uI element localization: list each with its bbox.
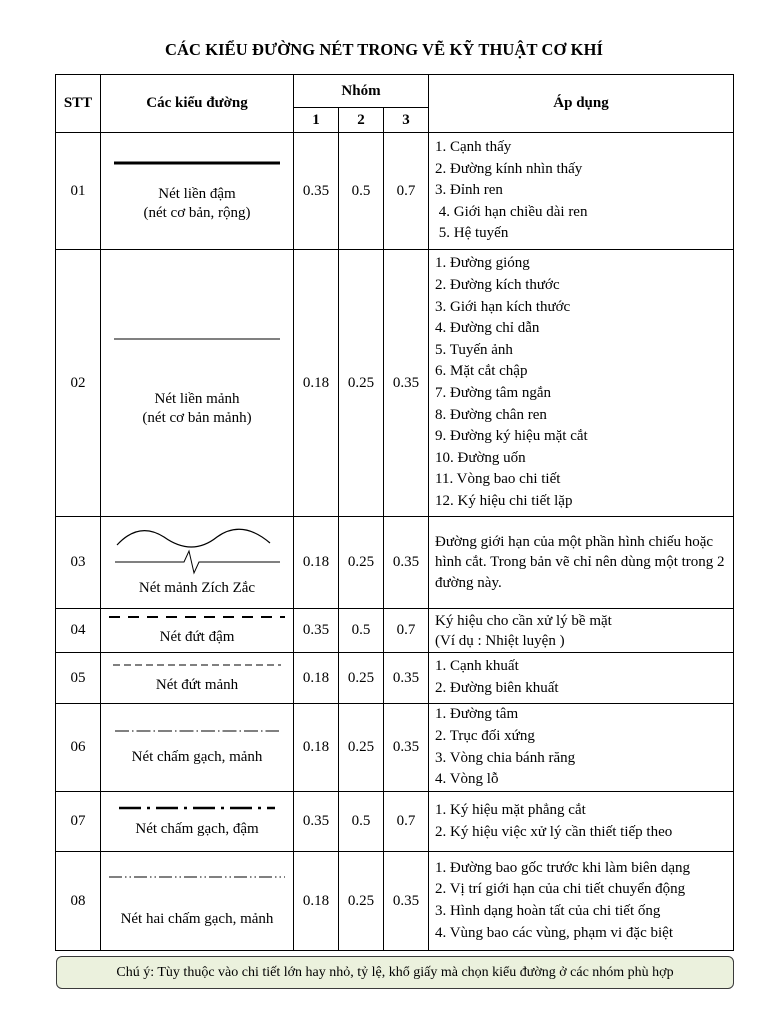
line-name-sub: (nét cơ bản mảnh): [142, 410, 252, 426]
header-group: Nhóm: [294, 75, 429, 108]
line-name: Nét chấm gạch, mảnh: [131, 749, 263, 765]
thick-solid-line-sample: [112, 159, 282, 185]
row-stt: 04: [56, 609, 101, 653]
thin-solid-line-sample: [112, 338, 282, 390]
apply-item: 3. Đỉnh ren: [435, 182, 503, 199]
table-row: [56, 609, 734, 653]
table-row: [56, 517, 734, 609]
row-stt: 01: [56, 133, 101, 250]
apply-list: [429, 792, 734, 852]
row-stt: 07: [56, 792, 101, 852]
line-name: Nét hai chấm gạch, mảnh: [120, 910, 274, 927]
apply-item: 1. Cạnh thấy: [435, 139, 512, 156]
apply-list: [429, 852, 734, 951]
group-1-value: 0.18: [294, 852, 339, 951]
line-name: Nét chấm gạch, đậm: [135, 821, 259, 837]
apply-item: 2. Ký hiệu việc xử lý cần thiết tiếp theo: [435, 823, 673, 840]
apply-item: 2. Đường kính nhìn thấy: [435, 160, 583, 177]
table-row: [56, 792, 734, 852]
group-1-value: 0.35: [294, 133, 339, 250]
group-2-value: 0.5: [339, 609, 384, 653]
table-row: [56, 704, 734, 792]
apply-item: 2. Vị trí giới hạn của chi tiết chuyển động: [435, 881, 686, 898]
group-3-value: 0.35: [384, 852, 429, 951]
table-row: [56, 250, 734, 517]
group-1-value: 0.35: [294, 609, 339, 653]
header-line-types: Các kiểu đường: [101, 75, 294, 133]
apply-item: 1. Đường tâm: [435, 706, 519, 723]
group-3-value: 0.35: [384, 704, 429, 792]
group-1-value: 0.18: [294, 653, 339, 704]
group-3-value: 0.35: [384, 653, 429, 704]
group-1-value: 0.18: [294, 517, 339, 609]
apply-item: Ký hiệu cho cần xử lý bề mặt: [435, 612, 612, 629]
apply-item: 10. Đường uốn: [435, 449, 526, 466]
apply-item: 1. Đường gióng: [435, 255, 530, 272]
apply-list: [429, 250, 734, 517]
zigzag-line-sample: [112, 549, 282, 575]
thin-double-dash-dot-line-sample: [107, 874, 287, 880]
table-row: [56, 133, 734, 250]
header-group-3: 3: [384, 108, 429, 133]
line-name: Nét đứt mảnh: [155, 676, 239, 693]
group-2-value: 0.5: [339, 133, 384, 250]
line-name: Nét liền đậm: [158, 186, 236, 202]
apply-list: [429, 653, 734, 704]
apply-item: 3. Giới hạn kích thước: [435, 298, 571, 315]
apply-item: 4. Đường chỉ dẫn: [435, 320, 540, 337]
row-stt: 06: [56, 704, 101, 792]
group-3-value: 0.7: [384, 133, 429, 250]
group-3-value: 0.35: [384, 250, 429, 517]
line-types-table: [55, 74, 734, 951]
thin-dash-dot-line-sample: [113, 728, 281, 734]
group-1-value: 0.18: [294, 250, 339, 517]
group-3-value: 0.35: [384, 517, 429, 609]
group-2-value: 0.25: [339, 852, 384, 951]
table-row: [56, 653, 734, 704]
apply-item: 1. Ký hiệu mặt phẳng cắt: [435, 801, 586, 818]
apply-text: Đường giới hạn của một phần hình chiếu hoặc hình cắt. Trong bản vẽ chỉ nên dùng một trong 2 đường này.: [429, 517, 734, 609]
wavy-line-sample: [112, 527, 282, 549]
apply-item: 4. Vùng bao các vùng, phạm vi đặc biệt: [435, 924, 673, 941]
line-name-sub: (nét cơ bản, rộng): [143, 205, 251, 221]
apply-list: [429, 704, 734, 792]
apply-item: 4. Vòng lỗ: [435, 771, 499, 788]
group-1-value: 0.35: [294, 792, 339, 852]
header-group-2: 2: [339, 108, 384, 133]
group-2-value: 0.25: [339, 517, 384, 609]
header-stt: STT: [56, 75, 101, 133]
line-name: Nét liền mảnh: [154, 391, 240, 407]
apply-item: 8. Đường chân ren: [435, 406, 547, 423]
line-name: Nét đứt đậm: [159, 629, 235, 645]
thick-dashed-line-sample: [107, 614, 287, 622]
line-name: Nét mảnh Zích Zắc: [138, 580, 256, 596]
group-3-value: 0.7: [384, 609, 429, 653]
page-title: CÁC KIỂU ĐƯỜNG NÉT TRONG VẼ KỸ THUẬT CƠ KHÍ: [164, 40, 604, 59]
apply-item: 3. Vòng chia bánh răng: [435, 749, 576, 766]
apply-item: (Ví dụ : Nhiệt luyện ): [435, 632, 565, 649]
apply-item: 5. Hệ tuyến: [435, 225, 509, 242]
header-apply: Áp dụng: [429, 75, 734, 133]
row-stt: 03: [56, 517, 101, 609]
table-row: [56, 852, 734, 951]
group-1-value: 0.18: [294, 704, 339, 792]
apply-list: [429, 609, 734, 653]
apply-item: 4. Giới hạn chiều dài ren: [435, 203, 588, 220]
header-group-1: 1: [294, 108, 339, 133]
apply-item: 7. Đường tâm ngắn: [435, 385, 552, 401]
group-2-value: 0.5: [339, 792, 384, 852]
group-2-value: 0.25: [339, 704, 384, 792]
apply-item: 12. Ký hiệu chi tiết lặp: [435, 492, 573, 509]
apply-item: 1. Cạnh khuất: [435, 658, 519, 675]
apply-item: 2. Đường biên khuất: [435, 680, 559, 696]
apply-item: 2. Đường kích thước: [435, 277, 560, 294]
apply-list: [429, 133, 734, 250]
apply-item: 3. Hình dạng hoàn tất của chi tiết ống: [435, 903, 661, 919]
apply-item: 5. Tuyến ảnh: [435, 341, 513, 358]
group-3-value: 0.7: [384, 792, 429, 852]
thick-dash-dot-line-sample: [117, 804, 277, 812]
row-stt: 02: [56, 250, 101, 517]
apply-item: 1. Đường bao gốc trước khi làm biên dạng: [435, 859, 690, 876]
row-stt: 05: [56, 653, 101, 704]
row-stt: 08: [56, 852, 101, 951]
apply-item: 2. Trục đối xứng: [435, 727, 535, 744]
group-2-value: 0.25: [339, 250, 384, 517]
apply-item: 11. Vòng bao chi tiết: [435, 471, 561, 488]
note-box: Chú ý: Tùy thuộc vào chi tiết lớn hay nhỏ, tỷ lệ, khổ giấy mà chọn kiểu đường ở các nhóm phù hợp: [56, 956, 734, 989]
thin-dashed-line-sample: [111, 662, 283, 668]
apply-item: 6. Mặt cắt chập: [435, 363, 528, 380]
group-2-value: 0.25: [339, 653, 384, 704]
apply-item: 9. Đường ký hiệu mặt cắt: [435, 428, 588, 445]
